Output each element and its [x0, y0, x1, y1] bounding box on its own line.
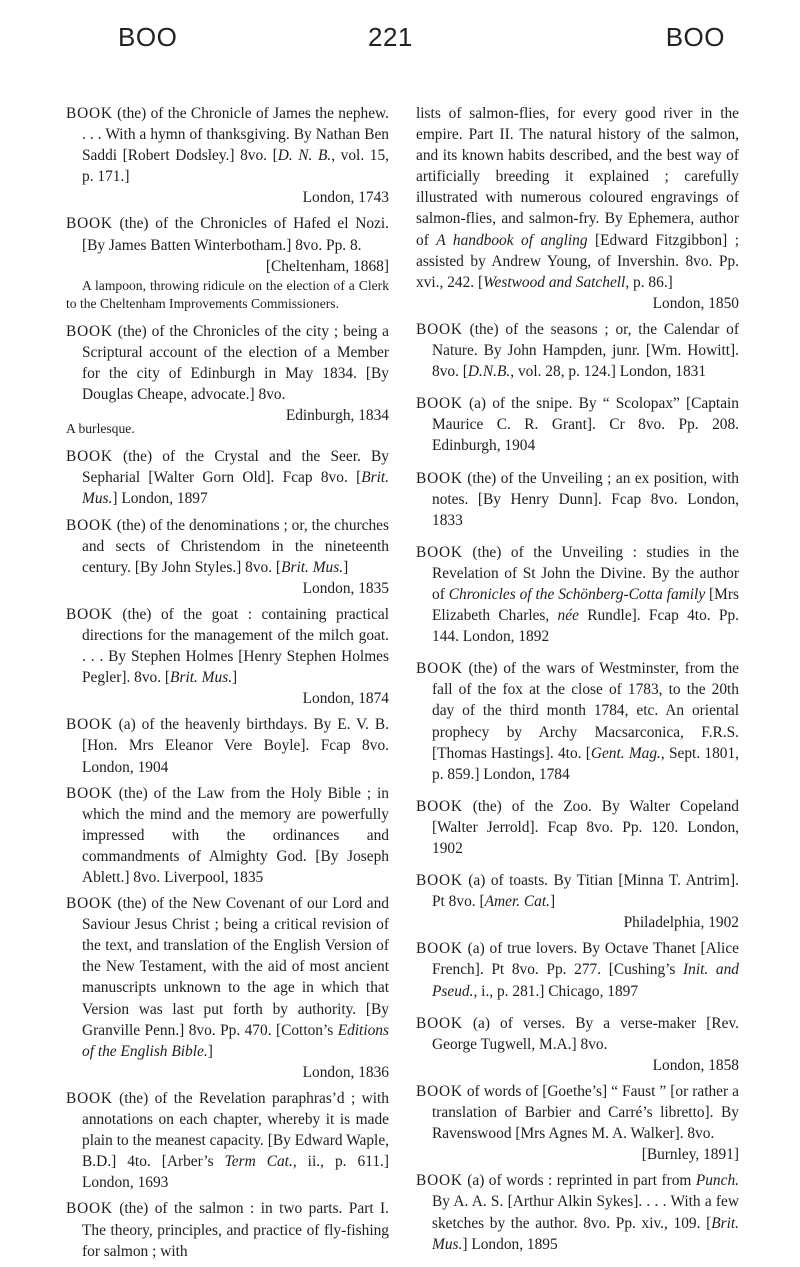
entry-text-cont: ] — [343, 558, 349, 576]
entry-imprint: London, 1858 — [652, 1056, 739, 1074]
entry-text: (the) of the Chronicles of Hafed el Nozi. [By James Batten Winterbotham.] 8vo. Pp. 8. — [82, 215, 389, 254]
entry-snipe — [416, 393, 739, 456]
entry-text: (a) of words : reprinted in part from — [462, 1172, 696, 1190]
entry-text: (the) of the Law from the Holy Bible ; in which the mind and the memory are powerfully impressed with the ordinances and commandments of Almighty God. [By Joseph Ablett.] 8vo. Liverpool, 1835 — [82, 784, 389, 886]
entry-headword: BOOK — [416, 660, 463, 678]
entry-text: (the) of the Revelation paraphras’d ; with annotations on each chapter, whereby it is made plain to the meanest capacity. [By Edward Waple, B.D.] 4to. [Arber’s — [82, 1089, 389, 1171]
entry-text-cont: , p. 86.] — [625, 273, 673, 291]
entry-italic: Gent. Mag. — [590, 744, 661, 762]
running-head-right: BOO — [665, 22, 725, 52]
entry-text: (a) of the heavenly birthdays. By E. V. B. [Hon. Mrs Eleanor Vere Boyle]. Fcap 8vo. London, 1904 — [82, 716, 389, 776]
entry-zoo — [416, 796, 739, 859]
entry-wars-of-westminster — [416, 658, 739, 785]
entry-headword: BOOK — [416, 469, 463, 487]
entry-note: A burlesque. — [66, 421, 135, 437]
entry-salmon — [66, 1198, 389, 1261]
entry-italic: Amer. Cat. — [484, 893, 551, 911]
running-head — [0, 22, 800, 62]
entry-imprint: London, 1874 — [302, 690, 389, 708]
entry-italic: Brit. Mus. — [432, 1214, 739, 1253]
entry-italic: Brit. Mus. — [281, 558, 344, 576]
entry-text: (a) of true lovers. By Octave Thanet [Alice French]. Pt 8vo. Pp. 277. [Cushing’s — [432, 940, 739, 979]
entry-text-cont: ] — [207, 1042, 213, 1060]
entry-text-cont: Rundle]. Fcap 4to. Pp. 144. London, 1892 — [432, 607, 740, 646]
entry-italic: Editions of the English Bible. — [82, 1021, 389, 1060]
entry-law-from-holy-bible — [66, 783, 389, 888]
entry-chronicle-of-james — [66, 103, 389, 208]
entry-text-cont: , ii., p. 611.] London, 1693 — [82, 1153, 389, 1192]
page-number: 221 — [368, 22, 413, 52]
entry-headword: BOOK — [416, 872, 463, 890]
entry-text: (the) of the Crystal and the Seer. By Sepharial [Walter Gorn Old]. Fcap 8vo. [ — [82, 448, 389, 487]
entry-text-cont: , i., p. 281.] Chicago, 1897 — [473, 982, 639, 1000]
entry-text: (the) of the wars of Westminster, from the fall of the fox at the close of 1783, to the 20th day of the third month 1784, etc. An oriental prophecy by Archy Macsarconica, F.R.S. [Thomas Hastings]. 4to. [ — [432, 660, 739, 762]
entry-text-cont: , vol. 28, p. 124.] London, 1831 — [510, 363, 707, 381]
entry-italic: Term Cat. — [224, 1153, 293, 1171]
entry-crystal-and-seer — [66, 446, 389, 509]
entry-seasons — [416, 319, 739, 382]
entry-text-cont: By A. A. S. [Arthur Alkin Sykes]. . . . With a few sketches by the author. 8vo. Pp. xiv., 109. [ — [432, 1193, 739, 1232]
entry-text-cont: ] London, 1897 — [112, 490, 208, 508]
entry-text: (the) of the Unveiling ; an ex position, with notes. [By Henry Dunn]. Fcap 8vo. London, 1833 — [432, 469, 739, 529]
entry-text-cont: ] — [550, 893, 556, 911]
entry-unveiling-studies — [416, 542, 739, 647]
entry-chronicles-of-the-city — [66, 321, 389, 426]
entry-imprint: [Burnley, 1891] — [641, 1146, 739, 1164]
entry-verses — [416, 1013, 739, 1076]
entry-chronicles-of-hafed — [66, 213, 389, 276]
entry-text-cont: , Sept. 1801, p. 859.] London, 1784 — [432, 744, 740, 783]
entry-italic: Punch. — [695, 1172, 739, 1190]
entry-words-punch — [416, 1170, 739, 1254]
entry-headword: BOOK — [416, 543, 463, 561]
entry-headword: BOOK — [66, 215, 113, 233]
entry-goat — [66, 604, 389, 709]
entry-text: (the) of the Chronicle of James the nephew. . . . With a hymn of thanksgiving. By Nathan Ben Saddi [Robert Dodsley.] 8vo. [ — [82, 105, 389, 165]
entry-headword: BOOK — [66, 605, 113, 623]
running-head-left: BOO — [118, 22, 178, 52]
entry-imprint: [Cheltenham, 1868] — [265, 257, 389, 275]
entry-headword: BOOK — [416, 1082, 463, 1100]
entry-words-of-faust — [416, 1081, 739, 1165]
entry-italic: D.N.B. — [467, 363, 511, 381]
entry-italic: née — [557, 607, 579, 625]
entry-text: (the) of the Chronicles of the city ; being a Scriptural account of the election of a Member for the city of Edinburgh in May 1834. [By Douglas Cheape, advocate.] 8vo. — [82, 322, 389, 404]
entry-new-covenant — [66, 893, 389, 1083]
entry-text: (the) of the Zoo. By Walter Copeland [Walter Jerrold]. Fcap 8vo. Pp. 120. London, 1902 — [432, 797, 739, 857]
entry-headword: BOOK — [66, 448, 113, 466]
entry-imprint: London, 1835 — [302, 579, 389, 597]
entry-italic: D. N. B. — [277, 147, 332, 165]
entry-headword: BOOK — [66, 895, 113, 913]
entry-text-cont: ] London, 1895 — [462, 1235, 558, 1253]
entry-italic: Brit. Mus. — [170, 669, 233, 687]
entry-headword: BOOK — [66, 322, 113, 340]
entry-text: (the) of the Unveiling : studies in the Revelation of St John the Divine. By the author of — [432, 543, 739, 603]
entry-imprint: London, 1850 — [652, 294, 739, 312]
entry-heavenly-birthdays — [66, 714, 389, 777]
entry-headword: BOOK — [66, 784, 113, 802]
entry-headword: BOOK — [66, 105, 113, 122]
entry-revelation-paraphrased — [66, 1088, 389, 1193]
entry-text: (a) of verses. By a verse-maker [Rev. George Tugwell, M.A.] 8vo. — [432, 1014, 739, 1053]
entry-headword: BOOK — [416, 320, 463, 338]
entry-text: (a) of toasts. By Titian [Minna T. Antrim]. Pt 8vo. [ — [432, 872, 739, 911]
entry-imprint: London, 1743 — [302, 189, 389, 207]
entry-salmon-continued — [416, 103, 739, 314]
entry-imprint: London, 1836 — [302, 1063, 389, 1081]
left-column — [66, 103, 389, 1267]
entry-note: A lampoon, throwing ridicule on the election of a Clerk to the Cheltenham Improvements Commissioners. — [66, 277, 389, 311]
entry-text-cont: ] — [232, 669, 238, 687]
entry-headword: BOOK — [66, 716, 113, 734]
entry-imprint: Philadelphia, 1902 — [623, 914, 739, 932]
entry-italic: Westwood and Satchell — [483, 273, 626, 291]
entry-unveiling-exposition — [416, 468, 739, 531]
entry-italic: Brit. Mus. — [82, 469, 389, 508]
entry-text: lists of salmon-flies, for every good river in the empire. Part II. The natural history of the salmon, and its known habits described, and the best way of artificially breeding it explained ; carefully illustrated with numerous coloured engravings of salmon-flies, and salmon-fry. By Ephemera, author of — [416, 105, 739, 249]
entry-italic: Init. and Pseud. — [432, 961, 739, 1000]
entry-text-cont: [Mrs Elizabeth Charles, — [432, 585, 739, 625]
entry-headword: BOOK — [66, 1089, 113, 1107]
entry-denominations — [66, 515, 389, 599]
entry-headword: BOOK — [416, 1172, 463, 1190]
entry-italic: A handbook of angling — [436, 231, 588, 249]
right-column — [416, 103, 739, 1260]
entry-text: of words of [Goethe’s] “ Faust ” [or rather a translation of Barbier and Carré’s libretto]. By Ravenswood [Mrs Agnes M. A. Walker]. 8vo. — [432, 1082, 739, 1143]
entry-text: (the) of the New Covenant of our Lord and Saviour Jesus Christ ; being a critical revision of the text, and translation of the English Version of the New Testament, with the aid of most ancient manuscripts unknown to the age in which that Version was last put forth by authority. [By Granville Penn.] 8vo. Pp. 470. [Cotton’s — [82, 895, 389, 1039]
entry-text-cont: , vol. 15, p. 171.] — [82, 147, 389, 186]
entry-italic: Chronicles of the Schönberg-Cotta family — [448, 585, 706, 603]
entry-text: (the) of the seasons ; or, the Calendar of Nature. By John Hampden, junr. [Wm. Howitt]. 8vo. [ — [432, 320, 739, 381]
entry-headword: BOOK — [416, 395, 463, 413]
entry-headword: BOOK — [416, 1014, 463, 1032]
entry-headword: BOOK — [416, 797, 463, 815]
entry-text: (a) of the snipe. By “ Scolopax” [Captain Maurice C. R. Grant]. Cr 8vo. Pp. 208. Edinburgh, 1904 — [432, 395, 739, 455]
entry-text-cont: [Edward Fitzgibbon] ; assisted by Andrew Young, of Invershin. 8vo. Pp. xvi., 242. [ — [416, 231, 739, 291]
entry-toasts — [416, 870, 739, 933]
entry-headword: BOOK — [416, 940, 463, 958]
entry-imprint: Edinburgh, 1834 — [285, 407, 389, 425]
entry-text: (the) of the denominations ; or, the churches and sects of Christendom in the nineteenth century. [By John Styles.] 8vo. [ — [82, 516, 389, 576]
entry-headword: BOOK — [66, 1200, 113, 1218]
entry-text: (the) of the goat : containing practical directions for the management of the milch goat. . . . By Stephen Holmes [Henry Stephen Holmes Pegler]. 8vo. [ — [82, 605, 389, 687]
entry-true-lovers — [416, 938, 739, 1001]
entry-text: (the) of the salmon : in two parts. Part I. The theory, principles, and practice of fly-fishing for salmon ; with — [82, 1200, 389, 1260]
entry-headword: BOOK — [66, 516, 113, 534]
